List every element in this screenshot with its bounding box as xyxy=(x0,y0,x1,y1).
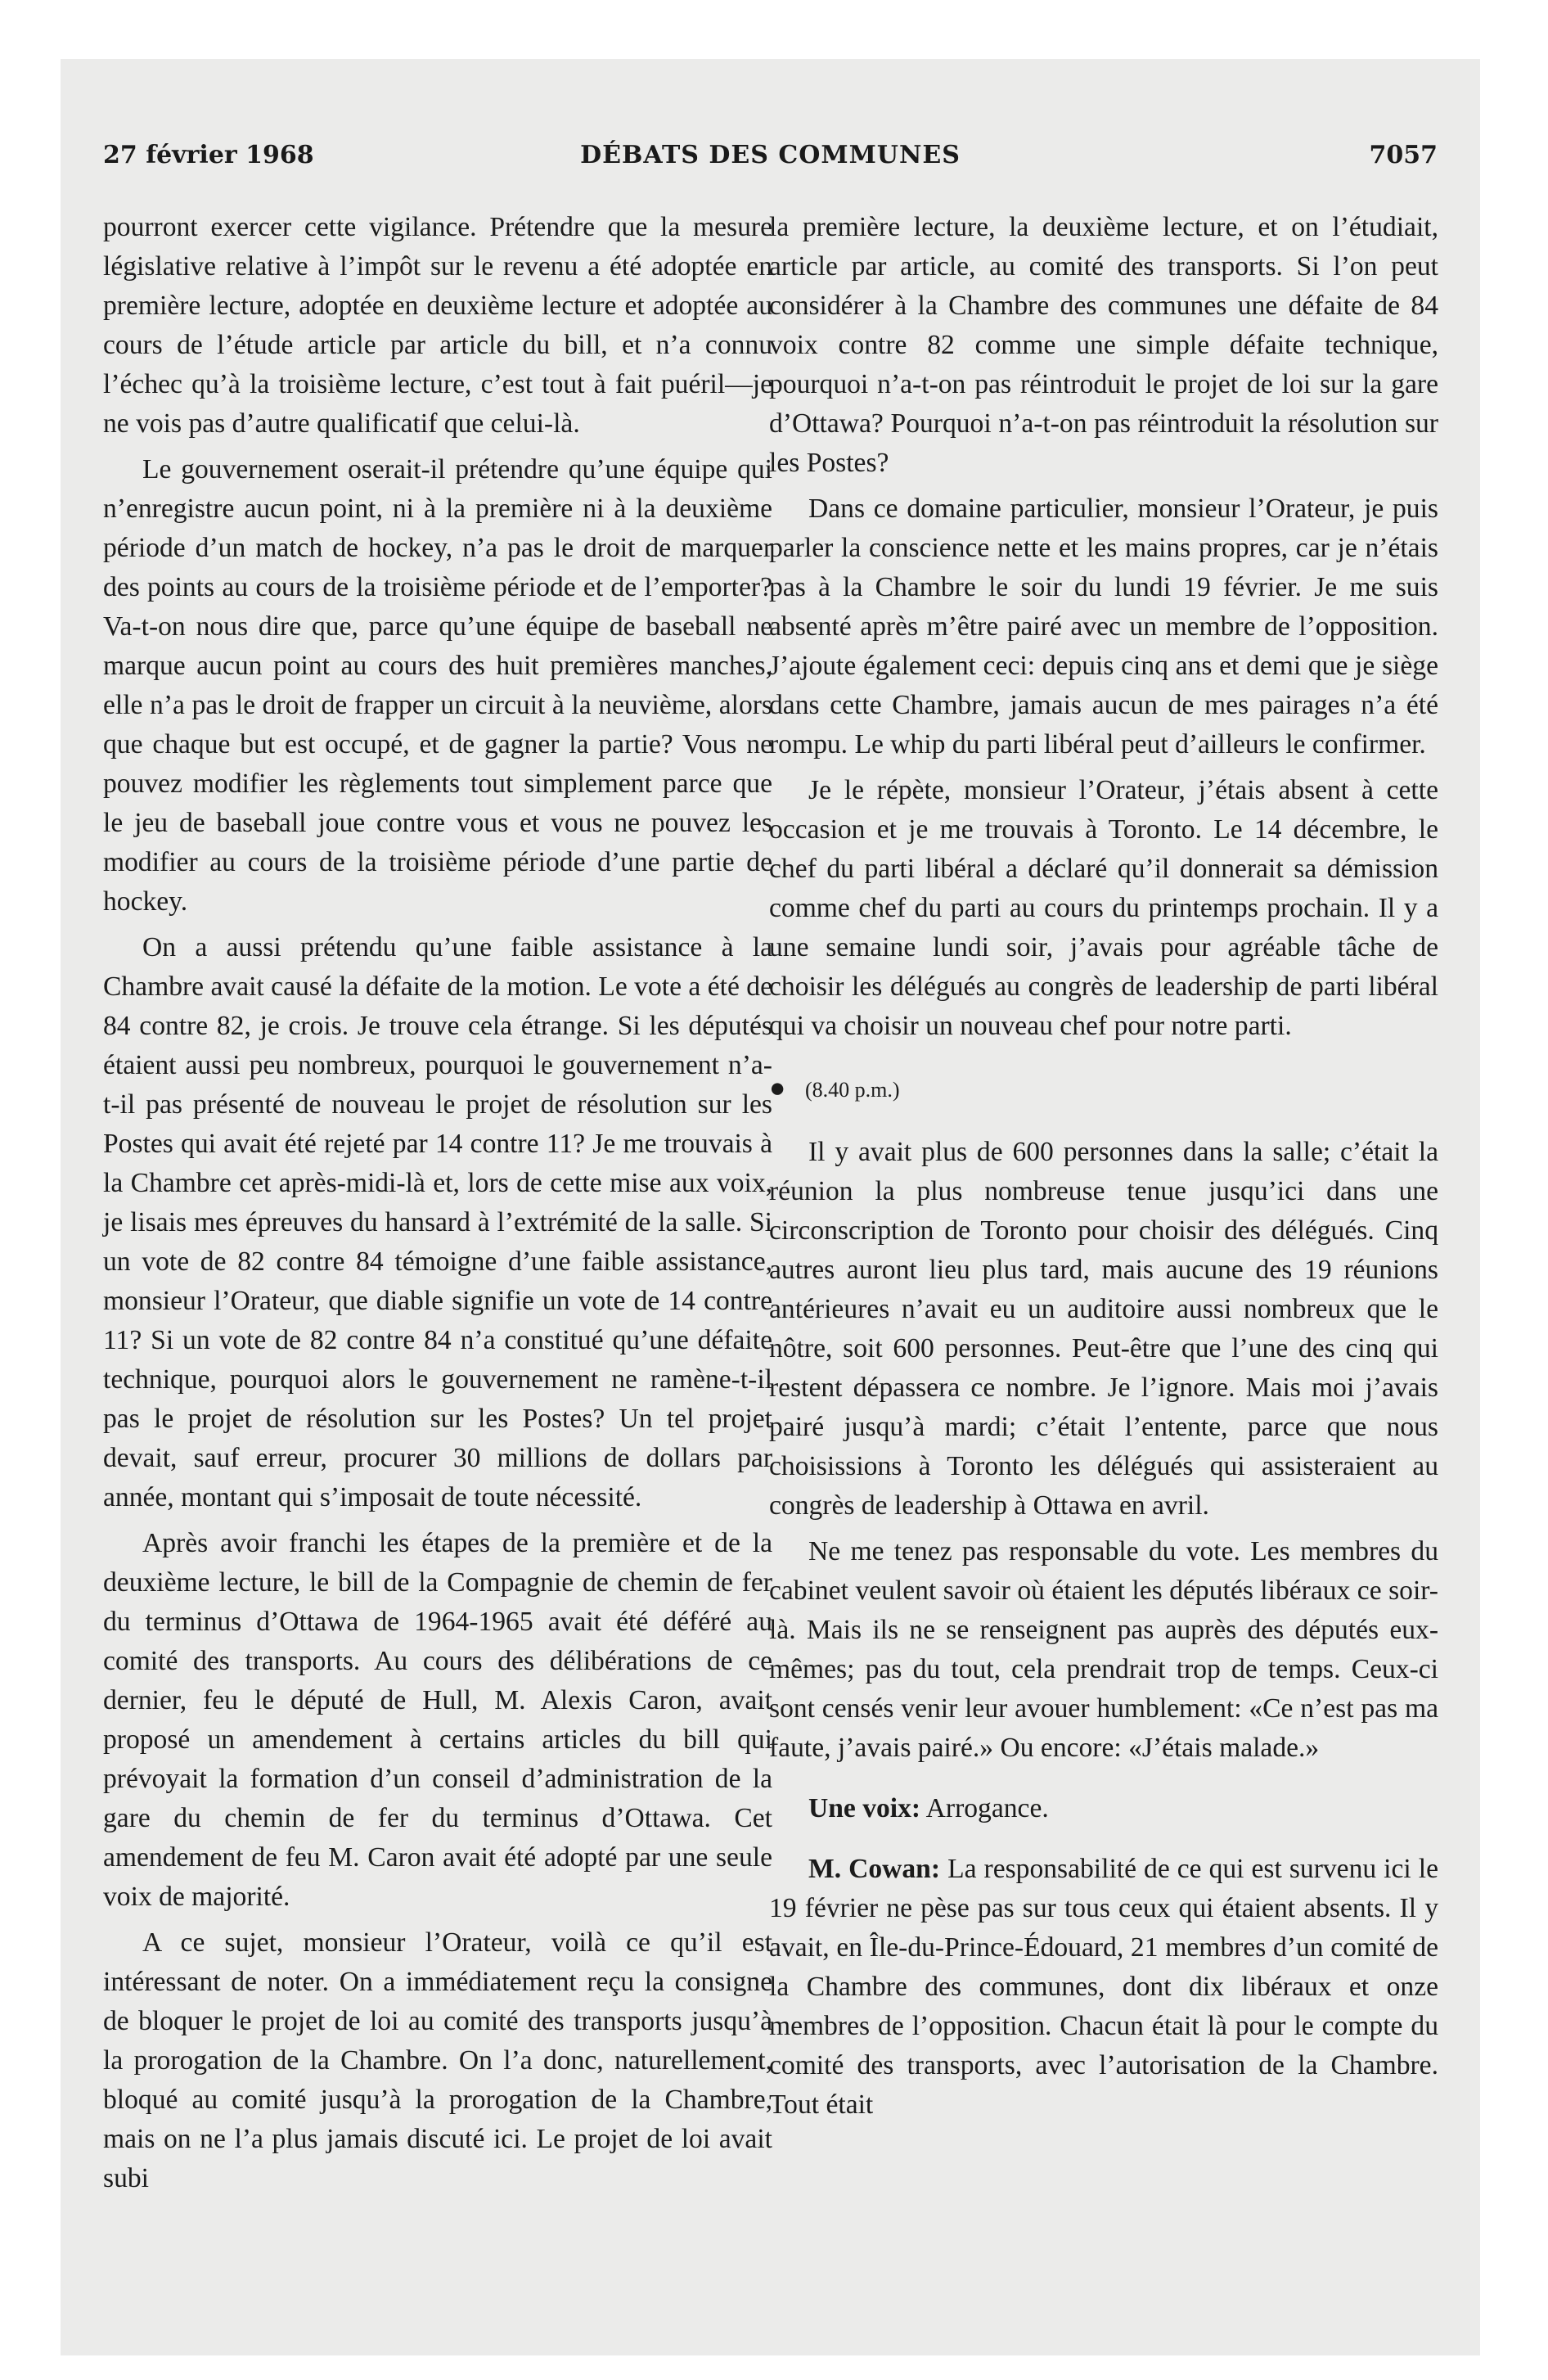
left-column xyxy=(103,208,772,2205)
speaker-name: M. Cowan: xyxy=(808,1854,941,1884)
paragraph: On a aussi prétendu qu’une faible assistance à la Chambre avait causé la défaite de la motion. Le vote a été de 84 contre 82, je crois. Je trouve cela étrange. Si les députés étaient aussi peu nombreux, pourquoi le gouvernement n’a-t-il pas présenté de nouveau le projet de résolution sur les Postes qui avait été rejeté par 14 contre 11? Je me trouvais à la Chambre cet après-midi-là et, lors de cette mise aux voix, je lisais mes épreuves du hansard à l’extrémité de la salle. Si un vote de 82 contre 84 témoigne d’une faible assistance, monsieur l’Orateur, que diable signifie un vote de 14 contre 11? Si un vote de 82 contre 84 n’a constitué qu’une défaite technique, pourquoi alors le gouvernement ne ramène-t-il pas le projet de résolution sur les Postes? Un tel projet devait, sauf erreur, procurer 30 millions de dollars par année, montant qui s’imposait de toute nécessité. xyxy=(103,932,772,1512)
paragraph: Le gouvernement oserait-il prétendre qu’une équipe qui n’enregistre aucun point, ni à la première ni à la deuxième période d’un match de hockey, n’a pas le droit de marquer des points au cours de la troisième période et de l’emporter? Va-t-on nous dire que, parce qu’une équipe de baseball ne marque aucun point au cours des huit premières manches, elle n’a pas le droit de frapper un circuit à la neuvième, alors que chaque but est occupé, et de gagner la partie? Vous ne pouvez modifier les règlements tout simplement parce que le jeu de baseball joue contre vous et vous ne pouvez les modifier au cours de la troisième période d’une partie de hockey. xyxy=(103,454,772,917)
time-marker-text: (8.40 p.m.) xyxy=(805,1078,900,1102)
right-column xyxy=(769,208,1438,2131)
paragraph: pourront exercer cette vigilance. Prétendre que la mesure législative relative à l’impôt sur le revenu a été adoptée en première lecture, adoptée en deuxième lecture et adoptée au cours de l’étude article par article du bill, et n’a connu l’échec qu’à la troisième lecture, c’est tout à fait puéril—je ne vois pas d’autre qualificatif que celui-là. xyxy=(103,212,772,439)
speaker-name: Une voix: xyxy=(808,1793,921,1823)
paragraph: la première lecture, la deuxième lecture, et on l’étudiait, article par article, au comité des transports. Si l’on peut considérer à la Chambre des communes une défaite de 84 voix contre 82 comme une simple défaite technique, pourquoi n’a-t-on pas réintroduit le projet de loi sur la gare d’Ottawa? Pourquoi n’a-t-on pas réintroduit la résolution sur les Postes? xyxy=(769,212,1438,478)
paragraph: Après avoir franchi les étapes de la première et de la deuxième lecture, le bill de la Compagnie de chemin de fer du terminus d’Ottawa de 1964-1965 avait été déféré au comité des transports. Au cours des délibérations de ce dernier, feu le député de Hull, M. Alexis Caron, avait proposé un amendement à certains articles du bill qui prévoyait la formation d’un conseil d’administration de la gare du chemin de fer du terminus d’Ottawa. Cet amendement de feu M. Caron avait été adopté par une seule voix de majorité. xyxy=(103,1528,772,1912)
paragraph: Ne me tenez pas responsable du vote. Les membres du cabinet veulent savoir où étaient les députés libéraux ce soir-là. Mais ils ne se renseignent pas auprès des députés eux-mêmes; pas du tout, cela prendrait trop de temps. Ceux-ci sont censés venir leur avouer humblement: «Ce n’est pas ma faute, j’avais pairé.» Ou encore: «J’étais malade.» xyxy=(769,1536,1438,1763)
paragraph: A ce sujet, monsieur l’Orateur, voilà ce qu’il est intéressant de noter. On a immédiatement reçu la consigne de bloquer le projet de loi au comité des transports jusqu’à la prorogation de la Chambre. On l’a donc, naturellement, bloqué au comité jusqu’à la prorogation de la Chambre, mais on ne l’a plus jamais discuté ici. Le projet de loi avait subi xyxy=(103,1927,772,2193)
speech-voice xyxy=(769,1789,1438,1828)
page-header xyxy=(103,141,1438,174)
speech-cowan xyxy=(769,1850,1438,2125)
time-marker xyxy=(769,1069,1438,1110)
document-page xyxy=(61,59,1480,2355)
header-page-number: 7057 xyxy=(1369,141,1438,169)
bullet-icon: ● xyxy=(769,1073,786,1103)
header-date: 27 février 1968 xyxy=(103,141,314,169)
header-title: DÉBATS DES COMMUNES xyxy=(580,141,961,169)
speech-text: Arrogance. xyxy=(925,1793,1049,1823)
paragraph: Dans ce domaine particulier, monsieur l’Orateur, je puis parler la conscience nette et les mains propres, car je n’étais pas à la Chambre le soir du lundi 19 février. Je me suis absenté après m’être pairé avec un membre de l’opposition. J’ajoute également ceci: depuis cinq ans et demi que je siège dans cette Chambre, jamais aucun de mes pairages n’a été rompu. Le whip du parti libéral peut d’ailleurs le confirmer. xyxy=(769,494,1438,760)
speech-text: La responsabilité de ce qui est survenu ici le 19 février ne pèse pas sur tous ceux qui étaient absents. Il y avait, en Île-du-Prince-Édouard, 21 membres d’un comité de la Chambre des communes, dont dix libéraux et onze membres de l’opposition. Chacun était là pour le compte du comité des transports, avec l’autorisation de la Chambre. Tout était xyxy=(769,1854,1438,2120)
paragraph: Je le répète, monsieur l’Orateur, j’étais absent à cette occasion et je me trouvais à Toronto. Le 14 décembre, le chef du parti libéral a déclaré qu’il donnerait sa démission comme chef du parti au cours du printemps prochain. Il y a une semaine lundi soir, j’avais pour agréable tâche de choisir les délégués au congrès de leadership de parti libéral qui va choisir un nouveau chef pour notre parti. xyxy=(769,775,1438,1041)
paragraph: Il y avait plus de 600 personnes dans la salle; c’était la réunion la plus nombreuse tenue jusqu’ici dans une circonscription de Toronto pour choisir des délégués. Cinq autres auront lieu plus tard, mais aucune des 19 réunions antérieures n’avait eu un auditoire aussi nombreux que le nôtre, soit 600 personnes. Peut-être que l’une des cinq qui restent dépassera ce nombre. Je l’ignore. Mais moi j’avais pairé jusqu’à mardi; c’était l’entente, parce que nous choisissions à Toronto les délégués qui assisteraient au congrès de leadership à Ottawa en avril. xyxy=(769,1137,1438,1521)
